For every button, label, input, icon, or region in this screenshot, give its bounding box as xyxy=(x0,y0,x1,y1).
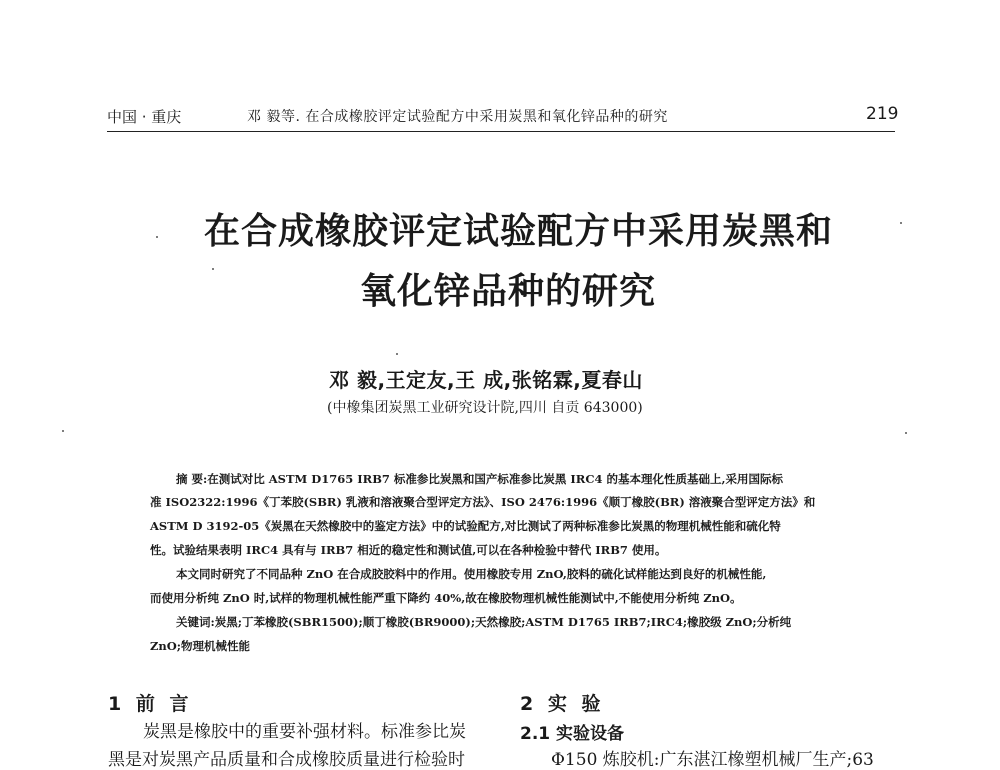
abstract-line: 而使用分析纯 ZnO 时,试样的物理机械性能严重下降约 40%,故在橡胶物理机械性能测试中,不能使用分析纯 ZnO。 xyxy=(150,591,742,605)
body-text-line: 炭黑是橡胶中的重要补强材料。标准参比炭 xyxy=(143,722,466,742)
scan-speck xyxy=(156,236,158,238)
paper-title-line-2: 氧化锌品种的研究 xyxy=(360,270,657,312)
body-text-line: Φ150 炼胶机:广东湛江橡塑机械厂生产;63 xyxy=(551,750,874,770)
authors: 邓 毅,王定友,王 成,张铭霖,夏春山 xyxy=(329,368,643,392)
keywords-line: ZnO;物理机械性能 xyxy=(150,639,251,653)
abstract-line: 摘 要:在测试对比 ASTM D1765 IRB7 标准参比炭黑和国产标准参比炭黑 IRC4 的基本理化性质基础上,采用国际标 xyxy=(176,472,784,486)
running-header-title: 邓 毅等. 在合成橡胶评定试验配方中采用炭黑和氧化锌品种的研究 xyxy=(247,109,668,125)
scan-speck xyxy=(396,353,398,355)
abstract-line: 性。试验结果表明 IRC4 具有与 IRB7 相近的稳定性和测试值,可以在各种检验中替代 IRB7 使用。 xyxy=(150,543,667,557)
paper-title-line-1: 在合成橡胶评定试验配方中采用炭黑和 xyxy=(204,210,834,252)
abstract-line: 准 ISO2322:1996《丁苯胶(SBR) 乳液和溶液聚合型评定方法》、ISO 2476:1996《顺丁橡胶(BR) 溶液聚合型评定方法》和 xyxy=(150,495,816,509)
header-rule xyxy=(107,131,895,132)
page-number: 219 xyxy=(866,104,899,124)
section-heading-introduction: 1 前 言 xyxy=(108,693,193,715)
scan-speck xyxy=(62,430,64,432)
scan-speck xyxy=(212,268,214,270)
scan-speck xyxy=(905,432,907,434)
abstract-line: ASTM D 3192-05《炭黑在天然橡胶中的鉴定方法》中的试验配方,对比测试了两种标准参比炭黑的物理机械性能和硫化特 xyxy=(150,519,781,533)
body-text-line: 黑是对炭黑产品质量和合成橡胶质量进行检验时 xyxy=(108,750,465,770)
abstract-line: 本文同时研究了不同品种 ZnO 在合成胶胶料中的作用。使用橡胶专用 ZnO,胶料的硫化试样能达到良好的机械性能, xyxy=(176,567,767,581)
affiliation: (中橡集团炭黑工业研究设计院,四川 自贡 643000) xyxy=(327,400,643,416)
section-heading-experiment: 2 实 验 xyxy=(520,693,605,715)
running-header-location: 中国 · 重庆 xyxy=(107,108,182,126)
scan-speck xyxy=(900,222,902,224)
keywords-line: 关键词:炭黑;丁苯橡胶(SBR1500);顺丁橡胶(BR9000);天然橡胶;ASTM D1765 IRB7;IRC4;橡胶级 ZnO;分析纯 xyxy=(176,615,792,629)
subsection-heading-equipment: 2.1 实验设备 xyxy=(520,724,625,744)
